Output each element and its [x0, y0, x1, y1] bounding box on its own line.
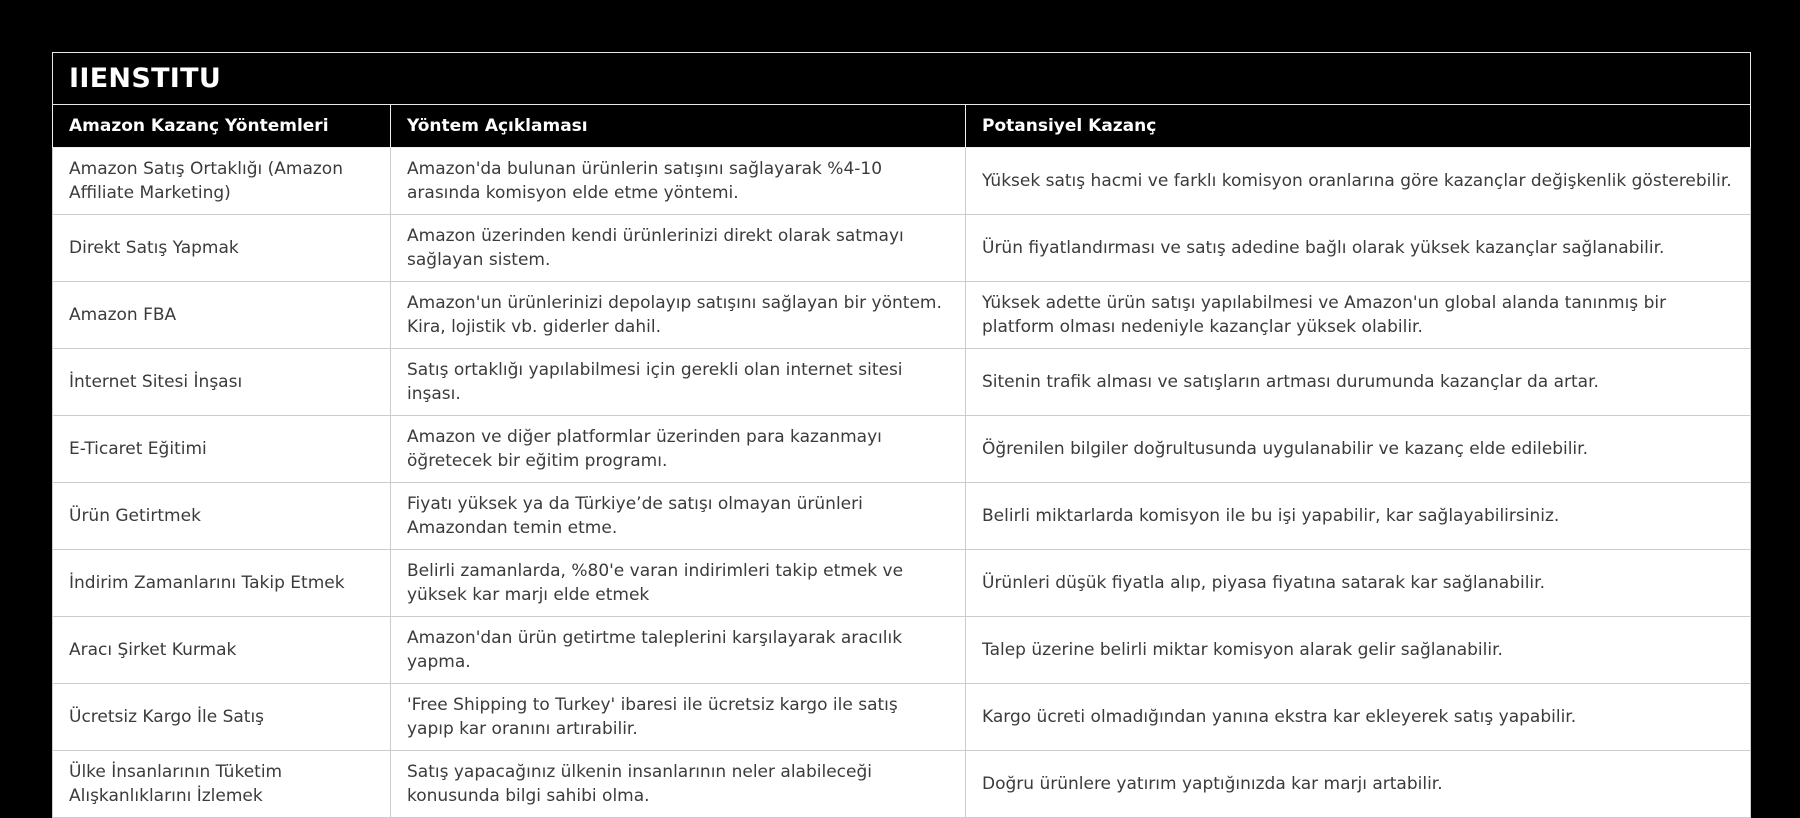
method-cell: Aracı Şirket Kurmak	[53, 617, 391, 684]
table-row	[53, 684, 1751, 751]
table-row	[53, 483, 1751, 550]
description-cell: Amazon üzerinden kendi ürünlerinizi direkt olarak satmayı sağlayan sistem.	[391, 215, 966, 282]
description-cell: Amazon'dan ürün getirtme taleplerini karşılayarak aracılık yapma.	[391, 617, 966, 684]
potential-cell: Belirli miktarlarda komisyon ile bu işi yapabilir, kar sağlayabilirsiniz.	[966, 483, 1751, 550]
method-cell: Ülke İnsanlarının Tüketim Alışkanlıklarını İzlemek	[53, 751, 391, 818]
table-row	[53, 550, 1751, 617]
column-header-row	[53, 105, 1751, 148]
potential-cell: Talep üzerine belirli miktar komisyon alarak gelir sağlanabilir.	[966, 617, 1751, 684]
description-cell: Satış ortaklığı yapılabilmesi için gerekli olan internet sitesi inşası.	[391, 349, 966, 416]
method-cell: Ücretsiz Kargo İle Satış	[53, 684, 391, 751]
method-cell: Amazon Satış Ortaklığı (Amazon Affiliate Marketing)	[53, 148, 391, 215]
method-cell: Amazon FBA	[53, 282, 391, 349]
potential-cell: Doğru ürünlere yatırım yaptığınızda kar marjı artabilir.	[966, 751, 1751, 818]
brand-header-row	[53, 53, 1751, 105]
table-row	[53, 617, 1751, 684]
table-row	[53, 751, 1751, 818]
potential-cell: Ürünleri düşük fiyatla alıp, piyasa fiyatına satarak kar sağlanabilir.	[966, 550, 1751, 617]
description-cell: Amazon ve diğer platformlar üzerinden para kazanmayı öğretecek bir eğitim programı.	[391, 416, 966, 483]
table-row	[53, 148, 1751, 215]
potential-cell: Kargo ücreti olmadığından yanına ekstra kar ekleyerek satış yapabilir.	[966, 684, 1751, 751]
description-cell: Satış yapacağınız ülkenin insanlarının neler alabileceği konusunda bilgi sahibi olma.	[391, 751, 966, 818]
potential-cell: Yüksek satış hacmi ve farklı komisyon oranlarına göre kazançlar değişkenlik gösterebilir.	[966, 148, 1751, 215]
potential-cell: Sitenin trafik alması ve satışların artması durumunda kazançlar da artar.	[966, 349, 1751, 416]
potential-cell: Öğrenilen bilgiler doğrultusunda uygulanabilir ve kazanç elde edilebilir.	[966, 416, 1751, 483]
method-cell: İnternet Sitesi İnşası	[53, 349, 391, 416]
description-cell: Fiyatı yüksek ya da Türkiye’de satışı olmayan ürünleri Amazondan temin etme.	[391, 483, 966, 550]
table-row	[53, 215, 1751, 282]
potential-cell: Yüksek adette ürün satışı yapılabilmesi ve Amazon'un global alanda tanınmış bir platform olması nedeniyle kazançlar yüksek olabilir.	[966, 282, 1751, 349]
content-panel	[52, 52, 1750, 818]
column-header-methods: Amazon Kazanç Yöntemleri	[53, 105, 391, 148]
method-cell: Ürün Getirtmek	[53, 483, 391, 550]
method-cell: Direkt Satış Yapmak	[53, 215, 391, 282]
table-row	[53, 349, 1751, 416]
description-cell: Belirli zamanlarda, %80'e varan indirimleri takip etmek ve yüksek kar marjı elde etmek	[391, 550, 966, 617]
method-cell: E-Ticaret Eğitimi	[53, 416, 391, 483]
brand-title: IIENSTITU	[53, 53, 1751, 105]
table-row	[53, 416, 1751, 483]
description-cell: 'Free Shipping to Turkey' ibaresi ile ücretsiz kargo ile satış yapıp kar oranını artırabilir.	[391, 684, 966, 751]
potential-cell: Ürün fiyatlandırması ve satış adedine bağlı olarak yüksek kazançlar sağlanabilir.	[966, 215, 1751, 282]
description-cell: Amazon'da bulunan ürünlerin satışını sağlayarak %4-10 arasında komisyon elde etme yöntemi.	[391, 148, 966, 215]
method-cell: İndirim Zamanlarını Takip Etmek	[53, 550, 391, 617]
table-row	[53, 282, 1751, 349]
earnings-table	[52, 52, 1751, 818]
column-header-description: Yöntem Açıklaması	[391, 105, 966, 148]
column-header-potential: Potansiyel Kazanç	[966, 105, 1751, 148]
description-cell: Amazon'un ürünlerinizi depolayıp satışını sağlayan bir yöntem. Kira, lojistik vb. giderler dahil.	[391, 282, 966, 349]
